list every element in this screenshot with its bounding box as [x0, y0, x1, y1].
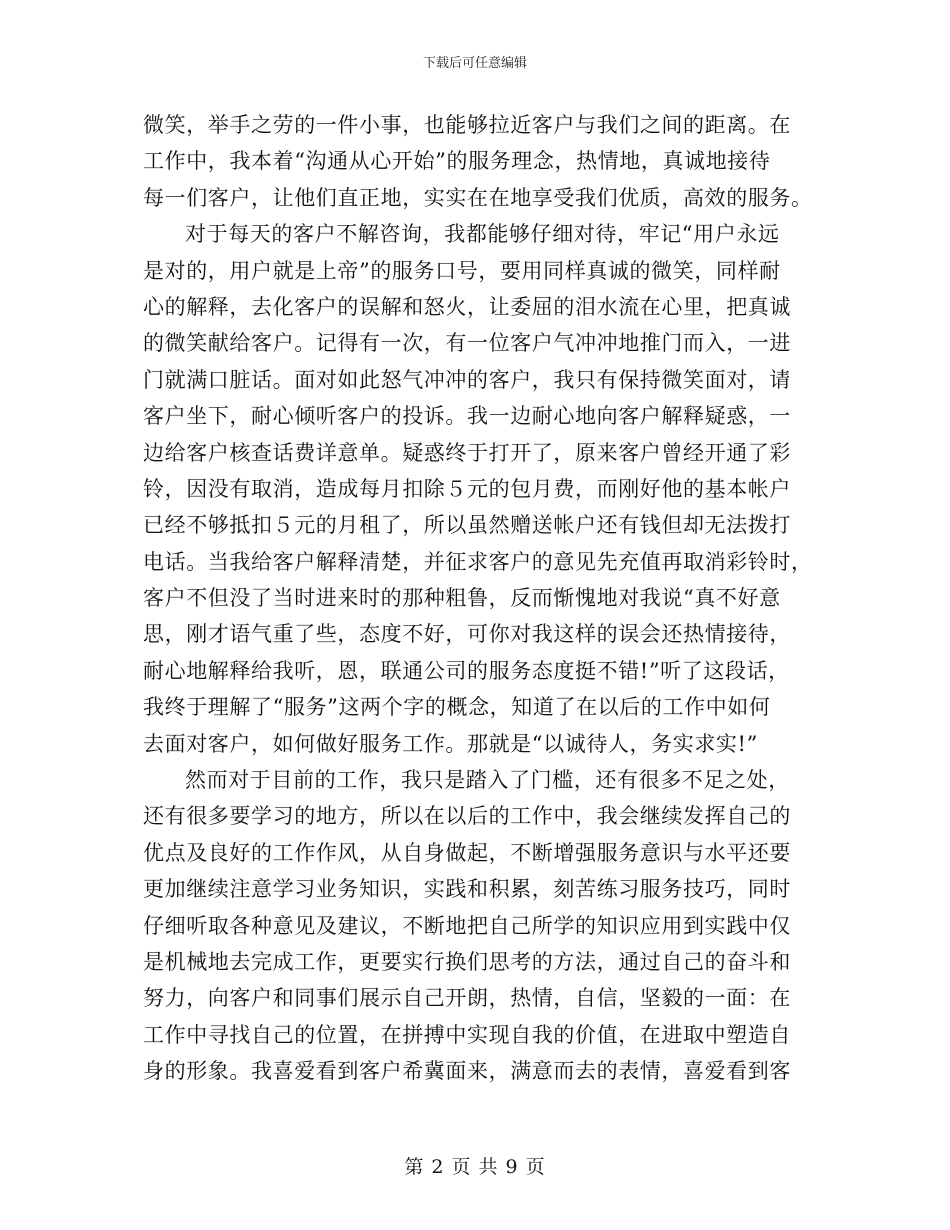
text-line: 还有很多要学习的地方，所以在以后的工作中，我会继续发挥自己的 [143, 804, 791, 829]
page-number: 第 2 页 共 9 页 [404, 1156, 546, 1178]
text-line: 思，刚才语气重了些，态度不好，可你对我这样的误会还热情接待， [143, 622, 791, 647]
text-line: 门就满口脏话。面对如此怒气冲冲的客户，我只有保持微笑面对，请 [143, 367, 791, 392]
text-line: 更加继续注意学习业务知识，实践和积累，刻苦练习服务技巧，同时 [143, 877, 791, 902]
text-line: 客户不但没了当时进来时的那种粗鲁，反而惭愧地对我说“真不好意 [143, 586, 781, 611]
text-line: 微笑，举手之劳的一件小事，也能够拉近客户与我们之间的距离。在 [143, 113, 791, 137]
paragraph-start-line: 然而对于目前的工作，我只是踏入了门槛，还有很多不足之处， [185, 768, 790, 793]
text-line: 努力，向客户和同事们展示自己开朗，热情，自信，坚毅的一面：在 [143, 986, 791, 1011]
text-line: 心的解释，去化客户的误解和怒火，让委屈的泪水流在心里，把真诚 [143, 294, 791, 319]
text-line: 是对的，用户就是上帝”的服务口号，要用同样真诚的微笑，同样耐 [143, 258, 781, 283]
paragraph-start-line: 对于每天的客户不解咨询，我都能够仔细对待，牢记“用户永远 [185, 222, 780, 247]
text-line: 优点及良好的工作作风，从自身做起，不断增强服务意识与水平还要 [143, 840, 791, 865]
text-line: 仔细听取各种意见及建议，不断地把自己所学的知识应用到实践中仅 [143, 913, 791, 938]
text-line: 铃，因没有取消，造成每月扣除５元的包月费，而刚好他的基本帐户 [143, 476, 791, 501]
text-line: 工作中，我本着“沟通从心开始”的服务理念，热情地，真诚地接待 [143, 149, 771, 174]
text-line: 每一们客户，让他们直正地，实实在在地享受我们优质，高效的服务。 [143, 185, 813, 210]
body-text [143, 107, 813, 1090]
text-line: 的微笑献给客户。记得有一次，有一位客户气冲冲地推门而入，一进 [143, 331, 791, 356]
text-line: 工作中寻找自己的位置，在拼搏中实现自我的价值，在进取中塑造自 [143, 1022, 791, 1047]
text-line: 去面对客户，如何做好服务工作。那就是“以诚待人，务实求实!” [143, 731, 758, 756]
text-line: 耐心地解释给我听，恩，联通公司的服务态度挺不错!”听了这段话， [143, 658, 790, 683]
text-line: 客户坐下，耐心倾听客户的投诉。我一边耐心地向客户解释疑惑，一 [143, 404, 791, 429]
text-line: 是机械地去完成工作，更要实行换们思考的方法，通过自己的奋斗和 [143, 949, 791, 974]
text-line: 身的形象。我喜爱看到客户希冀面来，满意而去的表情，喜爱看到客 [143, 1059, 791, 1084]
text-line: 电话。当我给客户解释清楚，并征求客户的意见先充值再取消彩铃时， [143, 549, 813, 574]
text-line: 边给客户核查话费详意单。疑惑终于打开了，原来客户曾经开通了彩 [143, 440, 791, 465]
text-line: 已经不够抵扣５元的月租了，所以虽然赠送帐户还有钱但却无法拨打 [143, 513, 791, 538]
text-line: 我终于理解了“服务”这两个字的概念，知道了在以后的工作中如何 [143, 695, 771, 720]
page-header: 下载后可任意编辑 [422, 56, 527, 71]
